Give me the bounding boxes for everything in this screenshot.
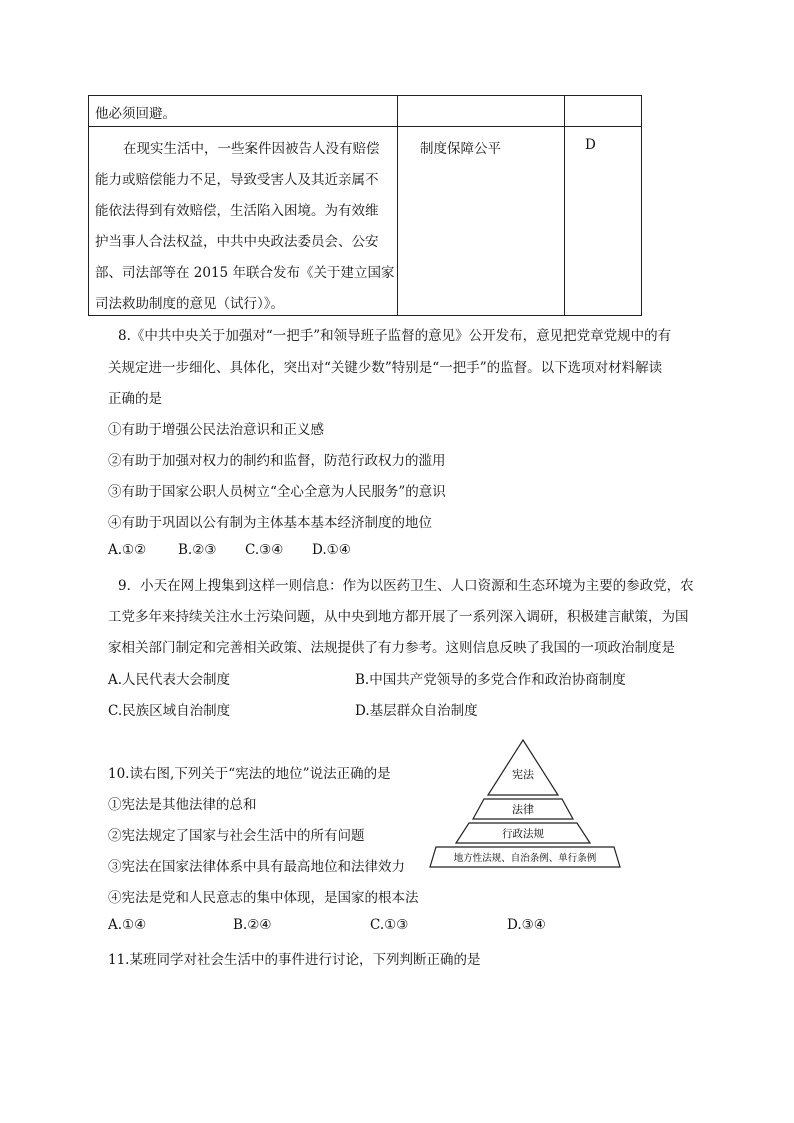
statement-item: ①宪法是其他法律的总和 xyxy=(108,797,257,813)
cell-text: 护当事人合法权益，中共中央政法委员会、公安 xyxy=(95,234,379,250)
cell-text: 他必须回避。 xyxy=(95,106,176,122)
pyramid-label: 宪法 xyxy=(512,768,534,781)
cell-text: 能力或赔偿能力不足，导致受害人及其近亲属不 xyxy=(95,172,379,188)
choice-a: A.①② xyxy=(108,542,147,558)
choice-b: B.中国共产党领导的多党合作和政治协商制度 xyxy=(355,672,626,688)
choice-c: C.①③ xyxy=(370,917,409,933)
table-row xyxy=(89,127,642,316)
table-cell xyxy=(398,96,565,127)
statement-item: ①有助于增强公民法治意识和正义感 xyxy=(108,422,324,438)
choice-b: B.②④ xyxy=(233,917,272,933)
table-cell xyxy=(89,127,398,316)
cell-text: 在现实生活中，一些案件因被告人没有赔偿 xyxy=(123,141,380,157)
question-stem: 9．小天在网上搜集到这样一则信息：作为以医药卫生、人口资源和生态环境为主要的参政党，农 xyxy=(118,578,694,594)
pyramid-label: 行政法规 xyxy=(502,828,544,840)
table-cell xyxy=(89,96,398,127)
choice-b: B.②③ xyxy=(178,542,217,558)
law-hierarchy-pyramid xyxy=(428,738,624,878)
question-stem: 家相关部门制定和完善相关政策、法规提供了有力参考。这则信息反映了我国的一项政治制度是 xyxy=(108,640,675,656)
statement-item: ④宪法是党和人民意志的集中体现，是国家的根本法 xyxy=(108,890,419,906)
question-stem: 8.《中共中央关于加强对“一把手”和领导班子监督的意见》公开发布，意见把党章党规中的有 xyxy=(118,328,672,344)
cell-text: 司法救助制度的意见（试行）》。 xyxy=(95,296,284,312)
statement-item: ④有助于巩固以公有制为主体基本基本经济制度的地位 xyxy=(108,515,432,531)
table-cell xyxy=(398,127,565,316)
statement-item: ②有助于加强对权力的制约和监督，防范行政权力的滥用 xyxy=(108,453,446,469)
choice-d: D.③④ xyxy=(507,917,546,933)
choice-d: D.基层群众自治制度 xyxy=(355,703,478,719)
cell-text: 能依法得到有效赔偿，生活陷入困境。为有效维 xyxy=(95,203,379,219)
statement-item: ③有助于国家公职人员树立“全心全意为人民服务”的意识 xyxy=(108,484,446,500)
question-stem: 11.某班同学对社会生活中的事件进行讨论，下列判断正确的是 xyxy=(108,952,481,968)
choice-a: A.①④ xyxy=(108,917,147,933)
question-stem: 10.读右图,下列关于“宪法的地位”说法正确的是 xyxy=(108,766,391,782)
choice-d: D.①④ xyxy=(312,542,351,558)
choice-a: A.人民代表大会制度 xyxy=(108,672,231,688)
cell-text: 部、司法部等在 2015 年联合发布《关于建立国家 xyxy=(95,265,395,281)
question-stem: 正确的是 xyxy=(108,391,162,407)
choice-c: C.③④ xyxy=(245,542,284,558)
question-stem: 工党多年来持续关注水土污染问题，从中央到地方都开展了一系列深入调研，积极建言献策，为国 xyxy=(108,609,689,625)
pyramid-label: 法律 xyxy=(512,803,534,816)
statement-item: ②宪法规定了国家与社会生活中的所有问题 xyxy=(108,828,365,844)
cell-text: D xyxy=(585,137,596,153)
choice-c: C.民族区域自治制度 xyxy=(108,703,231,719)
pyramid-label: 地方性法规、自治条例、单行条例 xyxy=(453,853,597,864)
table-cell xyxy=(565,127,642,316)
table-row xyxy=(89,96,642,127)
cell-text: 制度保障公平 xyxy=(420,141,501,157)
answer-table xyxy=(88,95,642,316)
statement-item: ③宪法在国家法律体系中具有最高地位和法律效力 xyxy=(108,859,405,875)
table-cell xyxy=(565,96,642,127)
question-stem: 关规定进一步细化、具体化，突出对“关键少数”特别是“一把手”的监督。以下选项对材料解读 xyxy=(108,360,663,376)
